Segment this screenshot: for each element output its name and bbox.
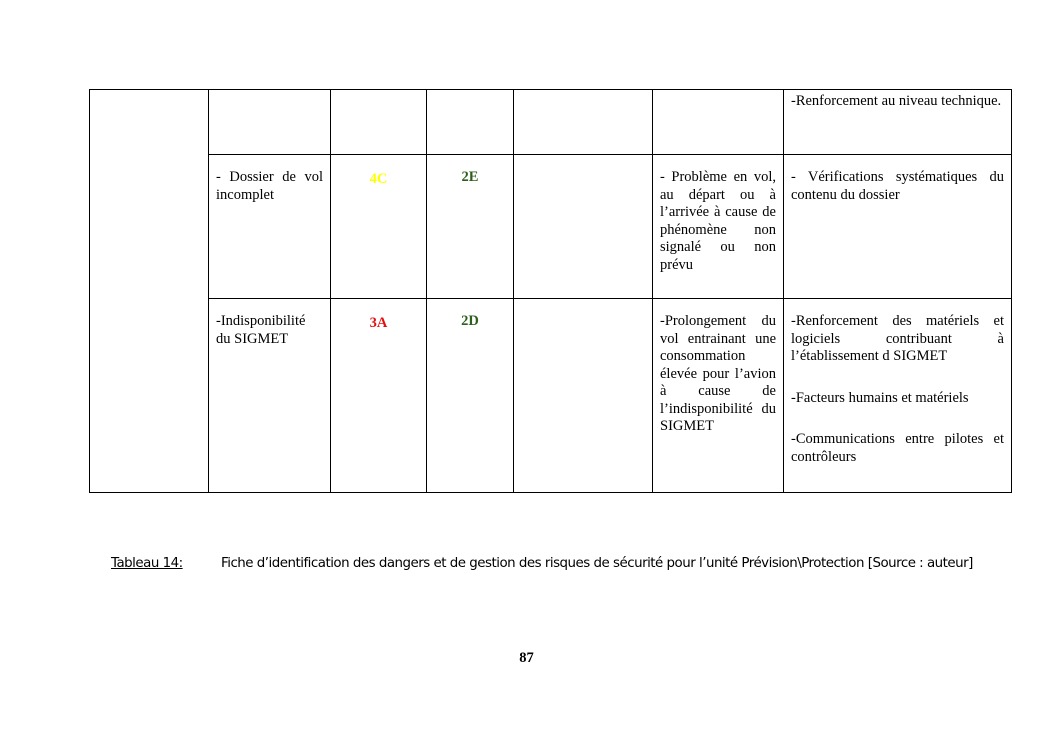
risk-table <box>89 89 1012 493</box>
consequence-cell: -Prolongement du vol entrainant une consommation élevée pour l’avion à cause de l’indisponibilité du SIGMET <box>653 299 784 493</box>
probability-code: 3A <box>331 299 427 493</box>
severity-code: 2E <box>427 155 514 299</box>
merged-first-column-cell <box>90 90 209 493</box>
mitigation-text: - Vérifications systématiques du contenu du dossier <box>791 169 1004 203</box>
mitigation-text: -Renforcement au niveau technique. <box>791 93 1002 109</box>
page-number: 87 <box>519 650 534 666</box>
mitigation-text: -Communications entre pilotes et contrôleurs <box>791 431 1004 465</box>
mitigation-cell <box>784 155 1012 299</box>
table-row <box>90 299 1012 493</box>
danger-cell: -Indisponibilité du SIGMET <box>209 299 331 493</box>
severity-code: 2D <box>427 299 514 493</box>
caption-label: Tableau 14: <box>111 556 183 571</box>
caption-title: Fiche d’identification des dangers et de gestion des risques de sécurité pour l’unité Prévision\Protection [Source : auteur] <box>221 556 973 571</box>
mitigation-text: -Facteurs humains et matériels <box>791 389 969 406</box>
severity-cell <box>427 90 514 155</box>
table-caption <box>111 556 973 571</box>
probability-code: 4C <box>331 155 427 299</box>
consequence-cell <box>653 90 784 155</box>
probability-cell <box>331 90 427 155</box>
mitigation-text: -Renforcement des matériels et logiciels contribuant à l’établissement d SIGMET <box>791 313 1004 364</box>
table-row <box>90 90 1012 155</box>
consequence-cell: - Problème en vol, au départ ou à l’arrivée à cause de phénomène non signalé ou non prévu <box>653 155 784 299</box>
mitigation-cell <box>784 90 1012 155</box>
empty-cell <box>514 299 653 493</box>
mitigation-cell <box>784 299 1012 493</box>
danger-cell <box>209 90 331 155</box>
empty-cell <box>514 90 653 155</box>
empty-cell <box>514 155 653 299</box>
danger-cell: - Dossier de vol incomplet <box>209 155 331 299</box>
table-row <box>90 155 1012 299</box>
